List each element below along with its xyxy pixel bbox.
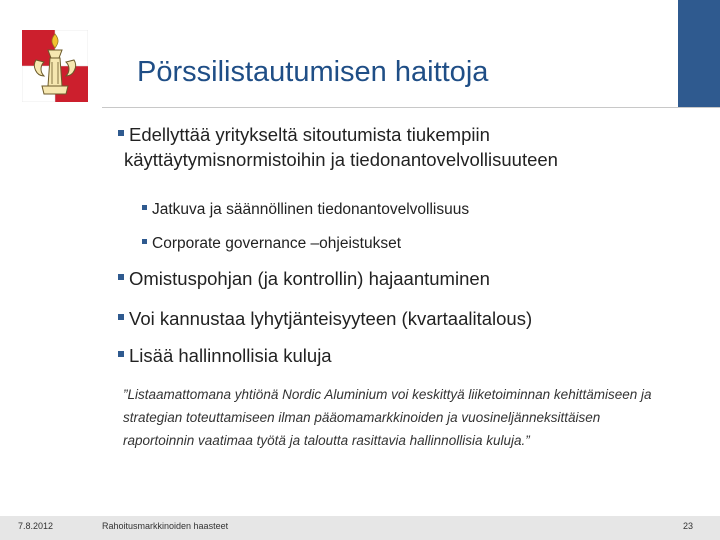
bullet-square-icon <box>118 130 124 136</box>
bullet-text-continued: käyttäytymisnormistoihin ja tiedonantovelvollisuuteen <box>124 149 558 170</box>
footer-date: 7.8.2012 <box>18 521 54 531</box>
bullet-square-icon <box>142 239 147 244</box>
bullet-text: Lisää hallinnollisia kuluja <box>129 345 332 366</box>
bullet-square-icon <box>118 314 124 320</box>
bullet-item <box>118 122 678 172</box>
title-divider <box>102 107 720 108</box>
bullet-square-icon <box>118 274 124 280</box>
quote-text: ”Listaamattomana yhtiönä Nordic Aluminium voi keskittyä liiketoiminnan kehittämiseen ja strategian toteuttamiseen ilman pääomamarkkinoiden ja vuosineljänneksittäisen raportoinnin vaatimaa työtä ja taloutta rasittavia hallinnollisia kuluja.” <box>123 387 652 448</box>
bullet-square-icon <box>142 205 147 210</box>
sub-bullet-item <box>142 234 401 254</box>
sub-bullet-item <box>142 200 469 220</box>
bullet-item <box>118 343 678 368</box>
university-crest-logo <box>22 30 88 102</box>
bullet-text: Voi kannustaa lyhytjänteisyyteen (kvartaalitalous) <box>129 308 533 329</box>
bullet-square-icon <box>118 351 124 357</box>
bullet-text: Edellyttää yritykseltä sitoutumista tiukempiin <box>129 124 490 145</box>
sub-bullet-text: Corporate governance –ohjeistukset <box>152 235 402 252</box>
bullet-item <box>118 306 678 331</box>
page-number: 23 <box>683 521 694 531</box>
bullet-item <box>118 266 678 291</box>
bullet-text: Omistuspohjan (ja kontrollin) hajaantuminen <box>129 268 490 289</box>
sub-bullet-text: Jatkuva ja säännöllinen tiedonantovelvollisuus <box>152 201 470 218</box>
footer-course-title: Rahoitusmarkkinoiden haasteet <box>102 521 229 531</box>
accent-bar <box>678 0 720 108</box>
slide-title: Pörssilistautumisen haittoja <box>137 56 489 88</box>
